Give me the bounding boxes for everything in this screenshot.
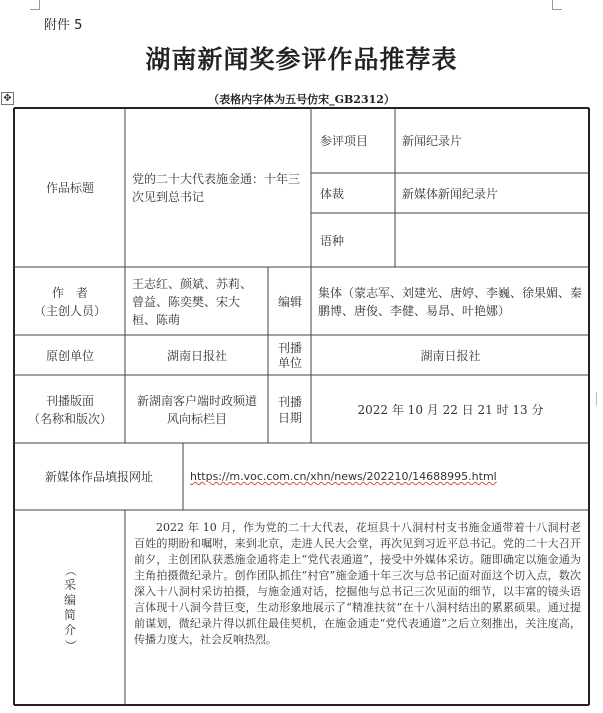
publish-section-value: 新湖南客户端时政频道风向标栏目: [136, 393, 257, 426]
font-note: （表格内字体为五号仿宋_GB2312）: [208, 93, 395, 106]
language-value: [396, 214, 589, 267]
genre-label: 体裁: [320, 186, 345, 201]
origin-unit-label: 原创单位: [45, 348, 94, 363]
url-link[interactable]: https://m.voc.com.cn/xhn/news/202210/14688995.html: [190, 470, 497, 483]
intro-label-paren-open: （: [63, 564, 78, 577]
category-label: 参评项目: [320, 134, 369, 148]
publish-date-value: 2022 年 10 月 22 日 21 时 13 分: [357, 402, 544, 417]
publish-section-label: [15, 376, 125, 443]
annex-label: 附件 5: [44, 18, 83, 33]
category-value: 新闻纪录片: [402, 134, 463, 148]
publish-section-label-main: 刊播版面: [45, 393, 94, 408]
author-label-sub: （主创人员）: [33, 303, 106, 318]
language-label: 语种: [320, 233, 345, 248]
work-title-label: 作品标题: [45, 181, 94, 195]
table-move-icon[interactable]: ✥: [1, 92, 14, 105]
publish-unit-label: 刊播单位: [277, 340, 302, 370]
intro-label-paren-close: ）: [63, 639, 78, 652]
author-label: [15, 268, 125, 335]
editor-value: 集体（蒙志军、刘建光、唐婷、李巍、徐果媚、秦鹏博、唐俊、李健、易昂、叶艳娜）: [318, 285, 583, 318]
url-label: 新媒体作品填报网址: [44, 470, 153, 484]
publish-section-label-sub: （名称和版次）: [27, 411, 112, 426]
intro-label-char: 简: [63, 608, 76, 622]
page-title: 湖南新闻奖参评作品推荐表: [145, 45, 458, 74]
author-value: 王志红、颜斌、苏莉、曾益、陈奕樊、宋大桓、陈萌: [132, 276, 253, 327]
intro-value: 2022 年 10 月，作为党的二十大代表，花垣县十八洞村村支书施金通带着十八洞村老百姓的期盼和嘱咐，来到北京，走进人民大会堂，再次见到习近平总书记。党的二十大召开前夕，主创团队获悉施金通将走上“党代表通道”，接受中外媒体采访。随即确定以施金通为主角拍摄微纪录片。创作团队抓住“村官”施金通十年三次与总书记面对面这个切入点，数次深入十八洞村采访拍摄，与施金通对话，挖掘他与总书记三次见面的细节，以丰富的镜头语言体现十八洞今昔巨变，生动形象地展示了“精准扶贫”在十八洞村结出的累累硕果。通过提前谋划，微纪录片得以抓住最佳契机，在施金通走“党代表通道”之后立刻推出，关注度高，传播力度大，社会反响热烈。: [134, 521, 581, 646]
table-resize-handle[interactable]: [596, 392, 603, 406]
work-title-value: 党的二十大代表施金通：十年三次见到总书记: [132, 172, 301, 204]
author-label-main: 作 者: [51, 285, 88, 300]
intro-label: [15, 511, 125, 705]
genre-value: 新媒体新闻纪录片: [402, 186, 499, 201]
editor-label: 编辑: [277, 294, 302, 309]
url-value[interactable]: [184, 444, 589, 510]
page-corner-mark: [552, 0, 562, 10]
publish-date-label: 刊播日期: [277, 394, 302, 425]
page-corner-mark: [30, 0, 40, 10]
intro-label-char: 编: [63, 593, 76, 607]
publish-unit-value: 湖南日报社: [420, 348, 481, 363]
origin-unit-value: 湖南日报社: [166, 348, 227, 363]
intro-label-char: 采: [63, 578, 76, 592]
intro-label-char: 介: [63, 623, 76, 637]
